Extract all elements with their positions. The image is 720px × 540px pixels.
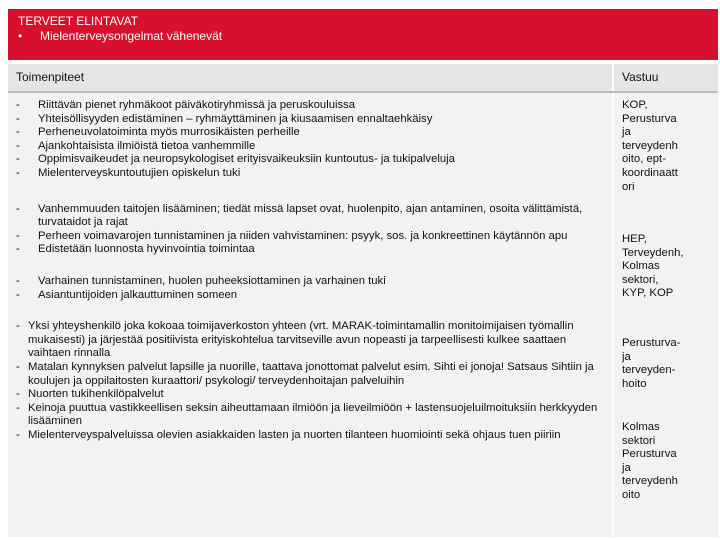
table-header-row xyxy=(8,64,718,91)
responsible-text: terveyden- xyxy=(622,364,676,377)
responsibility-cell xyxy=(612,93,718,537)
responsible-text: Perusturva xyxy=(622,112,677,125)
measure-group-1 xyxy=(16,99,604,181)
list-item: - Vanhemmuuden taitojen lisääminen; tiedät missä lapset ovat, huolenpito, ajan antaminen, osoita välittämistä, turvataidot ja rajat xyxy=(16,202,583,229)
list-item: - Mielenterveyspalveluissa olevien asiakkaiden lasten ja nuorten tilanteen huomiointi sekä ohjaus tuen piiriin xyxy=(16,428,561,441)
responsible-text: Perusturva- xyxy=(622,337,681,349)
responsible-text: Perusturva xyxy=(622,448,677,461)
list-item: - Riittävän pienet ryhmäkoot päiväkotiryhmissä ja peruskouluissa xyxy=(16,99,356,111)
measure-group-3 xyxy=(16,275,604,302)
slide-title: TERVEET ELINTAVAT xyxy=(18,14,139,28)
responsible-group-2 xyxy=(622,233,710,323)
responsible-text: terveydenh xyxy=(622,475,678,488)
responsible-text: terveydenh xyxy=(622,139,678,152)
column-header-measures: Toimenpiteet xyxy=(16,70,85,84)
measure-group-4 xyxy=(16,320,604,442)
responsible-text: Kolmas xyxy=(622,421,660,433)
responsible-text: sektori, xyxy=(622,273,659,286)
responsible-group-1 xyxy=(622,99,710,219)
responsible-text: oito, ept- xyxy=(622,153,666,166)
responsible-text: KYP, KOP xyxy=(622,287,674,300)
responsible-text: ja xyxy=(622,350,631,363)
responsible-group-3 xyxy=(622,337,710,407)
subtitle-line xyxy=(18,29,708,44)
list-item: - Mielenterveyskuntoutujien opiskelun tuki xyxy=(16,166,241,179)
responsible-text: ja xyxy=(622,461,631,474)
list-item: - Edistetään luonnosta hyvinvointia toimintaa xyxy=(16,243,255,256)
list-item: - Yksi yhteyshenkilö joka kokoaa toimijaverkoston yhteen (vrt. MARAK-toimintamallin monitoimijaisen työmallin mukaisesti) ja järjestää positiivista erityiskohtelua tarvitseville avun nopeasti ja tarpeellisesti kulkee saattaen vaihtaen rinnalla xyxy=(16,320,574,360)
list-item: - Matalan kynnyksen palvelut lapsille ja nuorille, taattava jonottomat palvelut esim. Sihti ei jonoja! Satsaus Sihtiin ja koulujen ja oppilaitosten kuraattori/ psykologi/ terveydenhoitajan palveluihin xyxy=(16,360,594,387)
column-header-responsibility: Vastuu xyxy=(612,64,718,91)
list-item: - Ajankohtaisista ilmiöistä tietoa vanhemmille xyxy=(16,139,256,152)
table-body-row xyxy=(8,93,718,537)
list-item: - Perheen voimavarojen tunnistaminen ja niiden vahvistaminen: psyyk, sos. ja konkreettinen käytännön apu xyxy=(16,229,568,242)
responsible-text: koordinaatt xyxy=(622,166,678,179)
list-item: - Asiantuntijoiden jalkauttuminen someen xyxy=(16,288,238,301)
responsible-text: HEP, xyxy=(622,233,647,245)
responsible-group-4 xyxy=(622,421,710,531)
responsible-text: KOP, xyxy=(622,99,648,111)
measures-cell xyxy=(8,93,612,537)
bullet-icon: • xyxy=(18,29,23,43)
responsible-text: sektori xyxy=(622,434,656,447)
list-item: - Perheneuvolatoiminta myös murrosikäisten perheille xyxy=(16,126,300,139)
list-item: - Oppimisvaikeudet ja neuropsykologiset erityisvaikeuksiin kuntoutus- ja tukipalveluja xyxy=(16,153,455,166)
measures-table xyxy=(8,64,718,537)
responsible-text: ori xyxy=(622,180,635,193)
responsible-text: oito xyxy=(622,488,641,501)
slide-subtitle: Mielenterveysongelmat vähenevät xyxy=(40,29,223,43)
list-item: - Keinoja puuttua vastikkeellisen seksin aiheuttamaan ilmiöön ja lieveilmiöön + lastensuojeluilmoituksiin herkkyyden lisääminen xyxy=(16,401,598,428)
list-item: - Varhainen tunnistaminen, huolen puheeksiottaminen ja varhainen tuki xyxy=(16,274,386,287)
responsible-text: hoito xyxy=(622,377,647,390)
responsible-text: Terveydenh, xyxy=(622,246,684,259)
responsible-text: Kolmas xyxy=(622,260,660,273)
list-item: - Yhteisöllisyyden edistäminen – ryhmäyttäminen ja kiusaamisen ennaltaehkäisy xyxy=(16,112,433,125)
measure-group-2 xyxy=(16,203,604,257)
list-item: - Nuorten tukihenkilöpalvelut xyxy=(16,388,164,401)
slide-header xyxy=(8,9,718,60)
responsible-text: ja xyxy=(622,126,631,139)
